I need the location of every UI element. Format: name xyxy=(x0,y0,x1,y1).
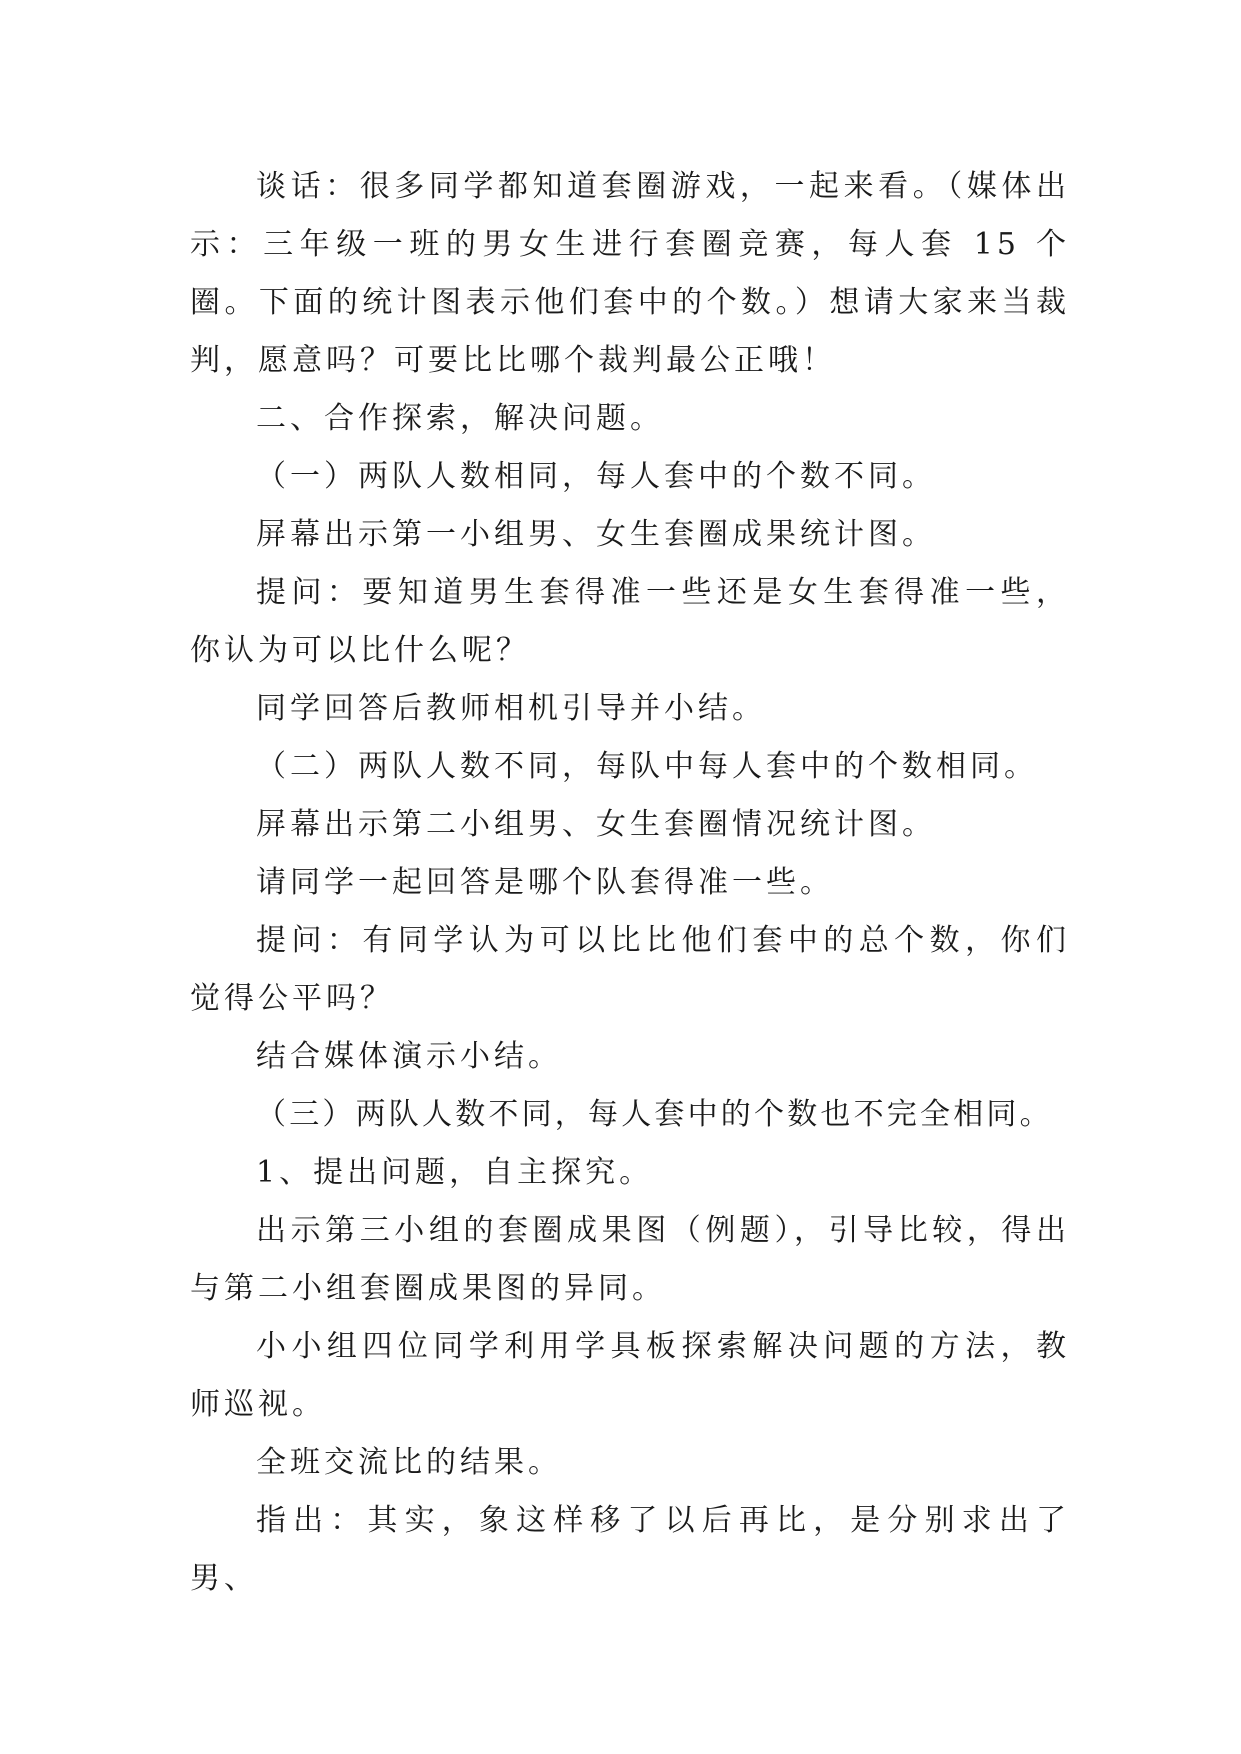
paragraph-case-three-heading: （三）两队人数不同，每人套中的个数也不完全相同。 xyxy=(256,1097,1053,1132)
paragraph-case-two-heading: （二）两队人数不同，每队中每人套中的个数相同。 xyxy=(256,749,1038,784)
document-body xyxy=(190,158,1070,1608)
paragraph-section-two-heading: 二、合作探索，解决问题。 xyxy=(256,401,664,436)
paragraph-teacher-summary-one: 同学回答后教师相机引导并小结。 xyxy=(256,691,766,726)
paragraph-intro-talk: 谈话：很多同学都知道套圈游戏，一起来看。（媒体出示：三年级一班的男女生进行套圈竞赛，每人套 15 个圈。下面的统计图表示他们套中的个数。）想请大家来当裁判，愿意吗？可要比比哪个裁判最公正哦！ xyxy=(190,169,1070,378)
paragraph-question-two: 提问：有同学认为可以比比他们套中的总个数，你们觉得公平吗？ xyxy=(190,923,1070,1016)
paragraph-group-exploration: 小小组四位同学利用学具板探索解决问题的方法，教师巡视。 xyxy=(190,1329,1070,1422)
paragraph-class-answer: 请同学一起回答是哪个队套得准一些。 xyxy=(256,865,834,900)
paragraph-point-out: 指出：其实，象这样移了以后再比，是分别求出了男、 xyxy=(190,1503,1070,1596)
paragraph-screen-group-one: 屏幕出示第一小组男、女生套圈成果统计图。 xyxy=(256,517,936,552)
paragraph-class-exchange: 全班交流比的结果。 xyxy=(256,1445,562,1480)
paragraph-case-one-heading: （一）两队人数相同，每人套中的个数不同。 xyxy=(256,459,936,494)
paragraph-media-summary: 结合媒体演示小结。 xyxy=(256,1039,562,1074)
paragraph-question-one: 提问：要知道男生套得准一些还是女生套得准一些，你认为可以比什么呢？ xyxy=(190,575,1070,668)
paragraph-show-group-three: 出示第三小组的套圈成果图（例题），引导比较，得出与第二小组套圈成果图的异同。 xyxy=(190,1213,1070,1306)
paragraph-screen-group-two: 屏幕出示第二小组男、女生套圈情况统计图。 xyxy=(256,807,936,842)
paragraph-step-one-heading: 1、提出问题，自主探究。 xyxy=(256,1155,654,1190)
